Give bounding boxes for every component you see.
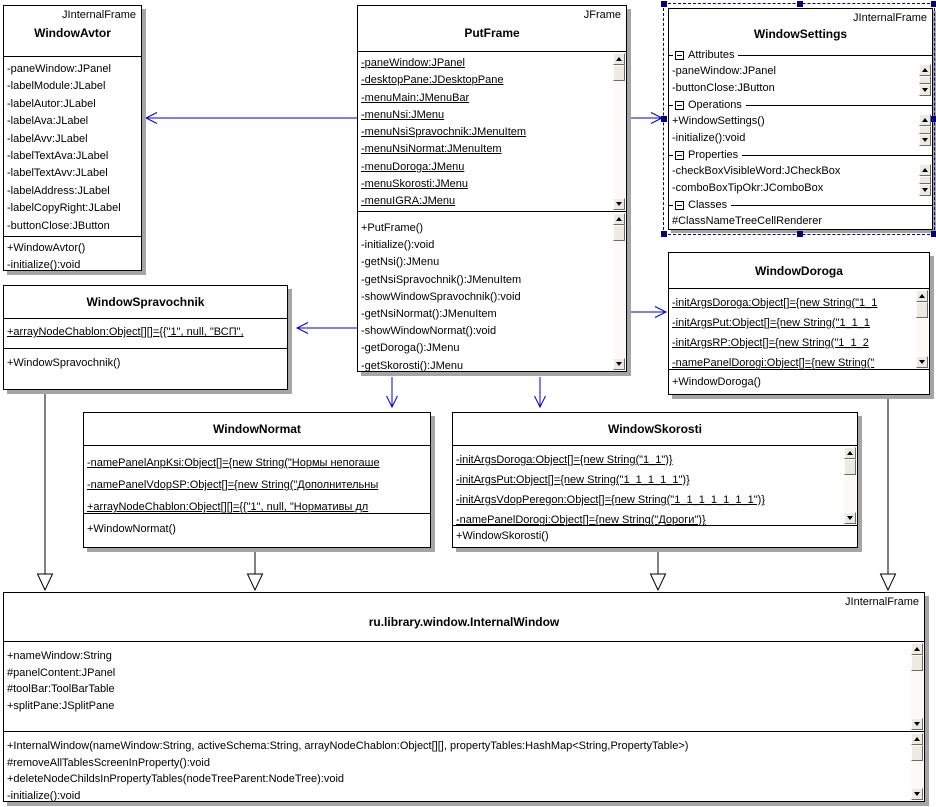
scrollbar[interactable] xyxy=(911,733,923,800)
attribute: -menuNsi:JMenu xyxy=(361,108,445,121)
selection-handle[interactable] xyxy=(931,116,936,122)
class-window-normat[interactable] xyxy=(83,412,431,548)
operation: +WindowAvtor() xyxy=(7,242,86,254)
scroll-track[interactable] xyxy=(613,241,625,358)
scroll-track[interactable] xyxy=(911,671,923,718)
attributes-compartment xyxy=(4,56,141,236)
attribute: -menuNsiSpravochnik:JMenuItem xyxy=(361,126,527,139)
scroll-track[interactable] xyxy=(844,475,856,512)
scrollbar[interactable] xyxy=(613,53,625,210)
connector-putframe-windowdoroga xyxy=(627,307,666,318)
operation: +PutFrame() xyxy=(361,222,424,234)
attribute: -menuSkorosti:JMenu xyxy=(361,178,468,191)
attribute: +arrayNodeChablon:Object[][]={{"1", null, "ВСП", xyxy=(7,326,244,338)
operation: -showWindowNormat():void xyxy=(361,325,497,338)
attribute: -paneWindow:JPanel xyxy=(361,57,465,69)
attribute: -desktopPane:JDesktopPane xyxy=(361,74,504,87)
class-window-avtor[interactable] xyxy=(3,5,142,271)
operations-compartment xyxy=(358,211,626,371)
attribute: -initArgsPut:Object[]={new String("1_1_1 xyxy=(672,317,871,329)
operation: -getNsiSpravochnik():JMenuItem xyxy=(361,273,522,286)
connector-putframe-windowskorosti xyxy=(535,377,546,407)
class-name: WindowNormat xyxy=(213,422,301,436)
class-name: PutFrame xyxy=(464,26,520,40)
stereotype-label: JFrame xyxy=(583,9,621,21)
scroll-down-icon[interactable] xyxy=(911,788,923,800)
attribute: -initArgsRP:Object[]={new String("1_1_2 xyxy=(672,337,869,349)
attributes-compartment xyxy=(453,445,857,525)
generalization-windowskorosti-internalwindow xyxy=(651,548,666,590)
class-name: WindowSettings xyxy=(753,27,848,41)
class-name: WindowAvtor xyxy=(34,26,111,40)
attribute: -paneWindow:JPanel xyxy=(7,63,111,75)
attribute: -buttonClose:JButton xyxy=(7,219,110,232)
stereotype-label: JInternalFrame xyxy=(853,12,927,24)
operation: -showWindowSpravochnik():void xyxy=(361,290,521,303)
attributes-compartment xyxy=(358,51,626,211)
operation: -getNsi():JMenu xyxy=(361,256,440,269)
operations-compartment xyxy=(669,369,929,394)
operation: +InternalWindow(nameWindow:String, activeSchema:String, arrayNodeChablon:Object[][], propertyTables:HashMap<String,PropertyTable>) xyxy=(7,740,689,752)
generalization-windowspravochnik-internalwindow xyxy=(38,390,53,590)
attribute: -labelAddress:JLabel xyxy=(7,184,110,197)
scroll-track[interactable] xyxy=(916,318,928,356)
attribute: -menuDoroga:JMenu xyxy=(361,160,465,173)
attribute: -menuNsiNormat:JMenuItem xyxy=(361,143,502,156)
attribute: -labelAvv:JLabel xyxy=(7,132,88,145)
scrollbar[interactable] xyxy=(613,213,625,370)
scroll-thumb[interactable] xyxy=(844,459,856,475)
attribute: -initArgsVdopPeregon:Object[]={new String("1_1_1_1_1_1_1")} xyxy=(456,494,765,506)
selection-handle[interactable] xyxy=(661,116,667,122)
property: -checkBoxVisibleWord:JCheckBox xyxy=(672,165,841,177)
selection-handle[interactable] xyxy=(931,1,936,7)
scroll-down-icon[interactable] xyxy=(916,356,928,368)
scroll-up-icon[interactable] xyxy=(911,643,923,655)
operation: +deleteNodeChildsInPropertyTables(nodeTreeParent:NodeTree):void xyxy=(7,773,345,785)
selection-handle[interactable] xyxy=(661,1,667,7)
attribute: -labelAva:JLabel xyxy=(7,115,89,128)
operation: +WindowSkorosti() xyxy=(456,530,549,542)
operation: +WindowSettings() xyxy=(672,115,765,127)
section-label: Classes xyxy=(688,199,728,211)
scroll-track[interactable] xyxy=(911,761,923,788)
scroll-thumb[interactable] xyxy=(911,655,923,671)
class-window-skorosti[interactable] xyxy=(452,412,858,548)
scrollbar[interactable] xyxy=(911,643,923,730)
attribute: +splitPane:JSplitPane xyxy=(7,699,115,712)
scroll-up-icon[interactable] xyxy=(613,53,625,65)
connector-putframe-windowsettings xyxy=(627,113,662,124)
scroll-down-icon[interactable] xyxy=(844,512,856,524)
selection-handle[interactable] xyxy=(797,1,803,7)
class-internal-window[interactable] xyxy=(3,592,925,802)
scroll-down-icon[interactable] xyxy=(613,198,625,210)
section-label: Attributes xyxy=(688,49,735,61)
attribute: -initArgsDoroga:Object[]={new String("1_1 xyxy=(672,297,878,309)
class-window-doroga[interactable] xyxy=(668,252,930,395)
connector-putframe-windownormat xyxy=(387,377,398,407)
operation: -initialize():void xyxy=(361,239,435,252)
attributes-compartment xyxy=(4,641,924,731)
attribute: -menuMain:JMenuBar xyxy=(361,91,470,104)
generalization-windowdoroga-internalwindow xyxy=(881,395,896,590)
attribute: -namePanelAnpKsi:Object[]={new String("Нормы непогаше xyxy=(87,457,380,469)
stereotype-label: JInternalFrame xyxy=(845,596,919,608)
operations-compartment xyxy=(453,525,857,547)
operations-compartment xyxy=(4,731,924,801)
section-label: Properties xyxy=(688,149,739,161)
scrollbar[interactable] xyxy=(916,290,928,368)
attribute: -labelTextAva:JLabel xyxy=(7,150,109,163)
attribute: -menuIGRA:JMenu xyxy=(361,195,456,208)
attribute: +nameWindow:String xyxy=(7,650,112,662)
selection-border[interactable] xyxy=(663,3,935,235)
operation: #removeAllTablesScreenInProperty():void xyxy=(7,756,210,769)
attribute: -namePanelDorogi:Object[]={new String("Дороги")} xyxy=(456,514,706,525)
operation: -initialize():void xyxy=(7,789,81,801)
scrollbar[interactable] xyxy=(844,447,856,524)
attribute: -labelModule:JLabel xyxy=(7,80,106,93)
operations-compartment xyxy=(84,513,430,547)
scroll-up-icon[interactable] xyxy=(844,447,856,459)
scroll-thumb[interactable] xyxy=(911,745,923,761)
class-name: WindowSpravochnik xyxy=(86,295,205,309)
attribute: +arrayNodeChablon:Object[][]={{"1", null, "Нормативы дл xyxy=(87,501,369,513)
attribute: #toolBar:ToolBarTable xyxy=(7,683,115,695)
attribute: #panelContent:JPanel xyxy=(7,666,116,679)
class-name: WindowDoroga xyxy=(755,263,843,278)
attributes-compartment xyxy=(669,288,929,369)
operation: -initialize():void xyxy=(672,132,746,144)
property: -comboBoxTipOkr:JComboBox xyxy=(672,182,824,194)
attribute: -paneWindow:JPanel xyxy=(672,65,776,77)
attribute: -labelTextAvv:JLabel xyxy=(7,167,108,180)
operation: -initialize():void xyxy=(7,259,81,270)
operation: +WindowNormat() xyxy=(87,523,176,535)
selection-handle[interactable] xyxy=(797,231,803,237)
connector-putframe-windowspravochnik xyxy=(297,323,357,334)
generalization-windownormat-internalwindow xyxy=(248,548,263,590)
section-label: Operations xyxy=(688,99,742,111)
attribute: -initArgsPut:Object[]={new String("1_1_1_1_1")} xyxy=(456,474,690,486)
operation: -getDoroga():JMenu xyxy=(361,342,460,355)
scroll-thumb[interactable] xyxy=(613,65,625,81)
scroll-track[interactable] xyxy=(613,81,625,198)
attribute: -initArgsDoroga:Object[]={new String("1_1")} xyxy=(456,454,673,466)
scroll-up-icon[interactable] xyxy=(911,733,923,745)
operations-compartment xyxy=(4,236,141,270)
selection-handle[interactable] xyxy=(931,231,936,237)
attribute: -labelAutor:JLabel xyxy=(7,97,96,110)
scroll-thumb[interactable] xyxy=(613,225,625,241)
class-put-frame[interactable] xyxy=(357,5,627,372)
selection-handle[interactable] xyxy=(661,231,667,237)
operation: -getSkorosti():JMenu xyxy=(361,359,464,371)
scroll-up-icon[interactable] xyxy=(613,213,625,225)
operation: +WindowDoroga() xyxy=(672,376,761,388)
scroll-down-icon[interactable] xyxy=(613,358,625,370)
connector-putframe-windowavtor xyxy=(146,113,357,124)
operation: -getNsiNormat():JMenuItem xyxy=(361,308,497,321)
class-name: ru.library.window.InternalWindow xyxy=(368,615,560,629)
inner-class: #ClassNameTreeCellRenderer xyxy=(672,215,822,227)
attributes-compartment xyxy=(4,318,287,348)
attributes-compartment xyxy=(84,445,430,513)
attribute: -namePanelVdopSP:Object[]={new String("Дополнительны xyxy=(87,479,379,491)
stereotype-label: JInternalFrame xyxy=(62,9,136,21)
attribute: -labelCopyRight:JLabel xyxy=(7,202,121,215)
class-window-spravochnik[interactable] xyxy=(3,285,288,390)
scroll-thumb[interactable] xyxy=(916,302,928,318)
attribute: -buttonClose:JButton xyxy=(672,82,775,94)
scroll-up-icon[interactable] xyxy=(916,290,928,302)
class-name: WindowSkorosti xyxy=(608,422,702,436)
attribute: -namePanelDorogi:Object[]={new String(" xyxy=(672,357,875,369)
scroll-down-icon[interactable] xyxy=(911,718,923,730)
operation: +WindowSpravochnik() xyxy=(7,357,121,369)
operations-compartment xyxy=(4,348,287,389)
